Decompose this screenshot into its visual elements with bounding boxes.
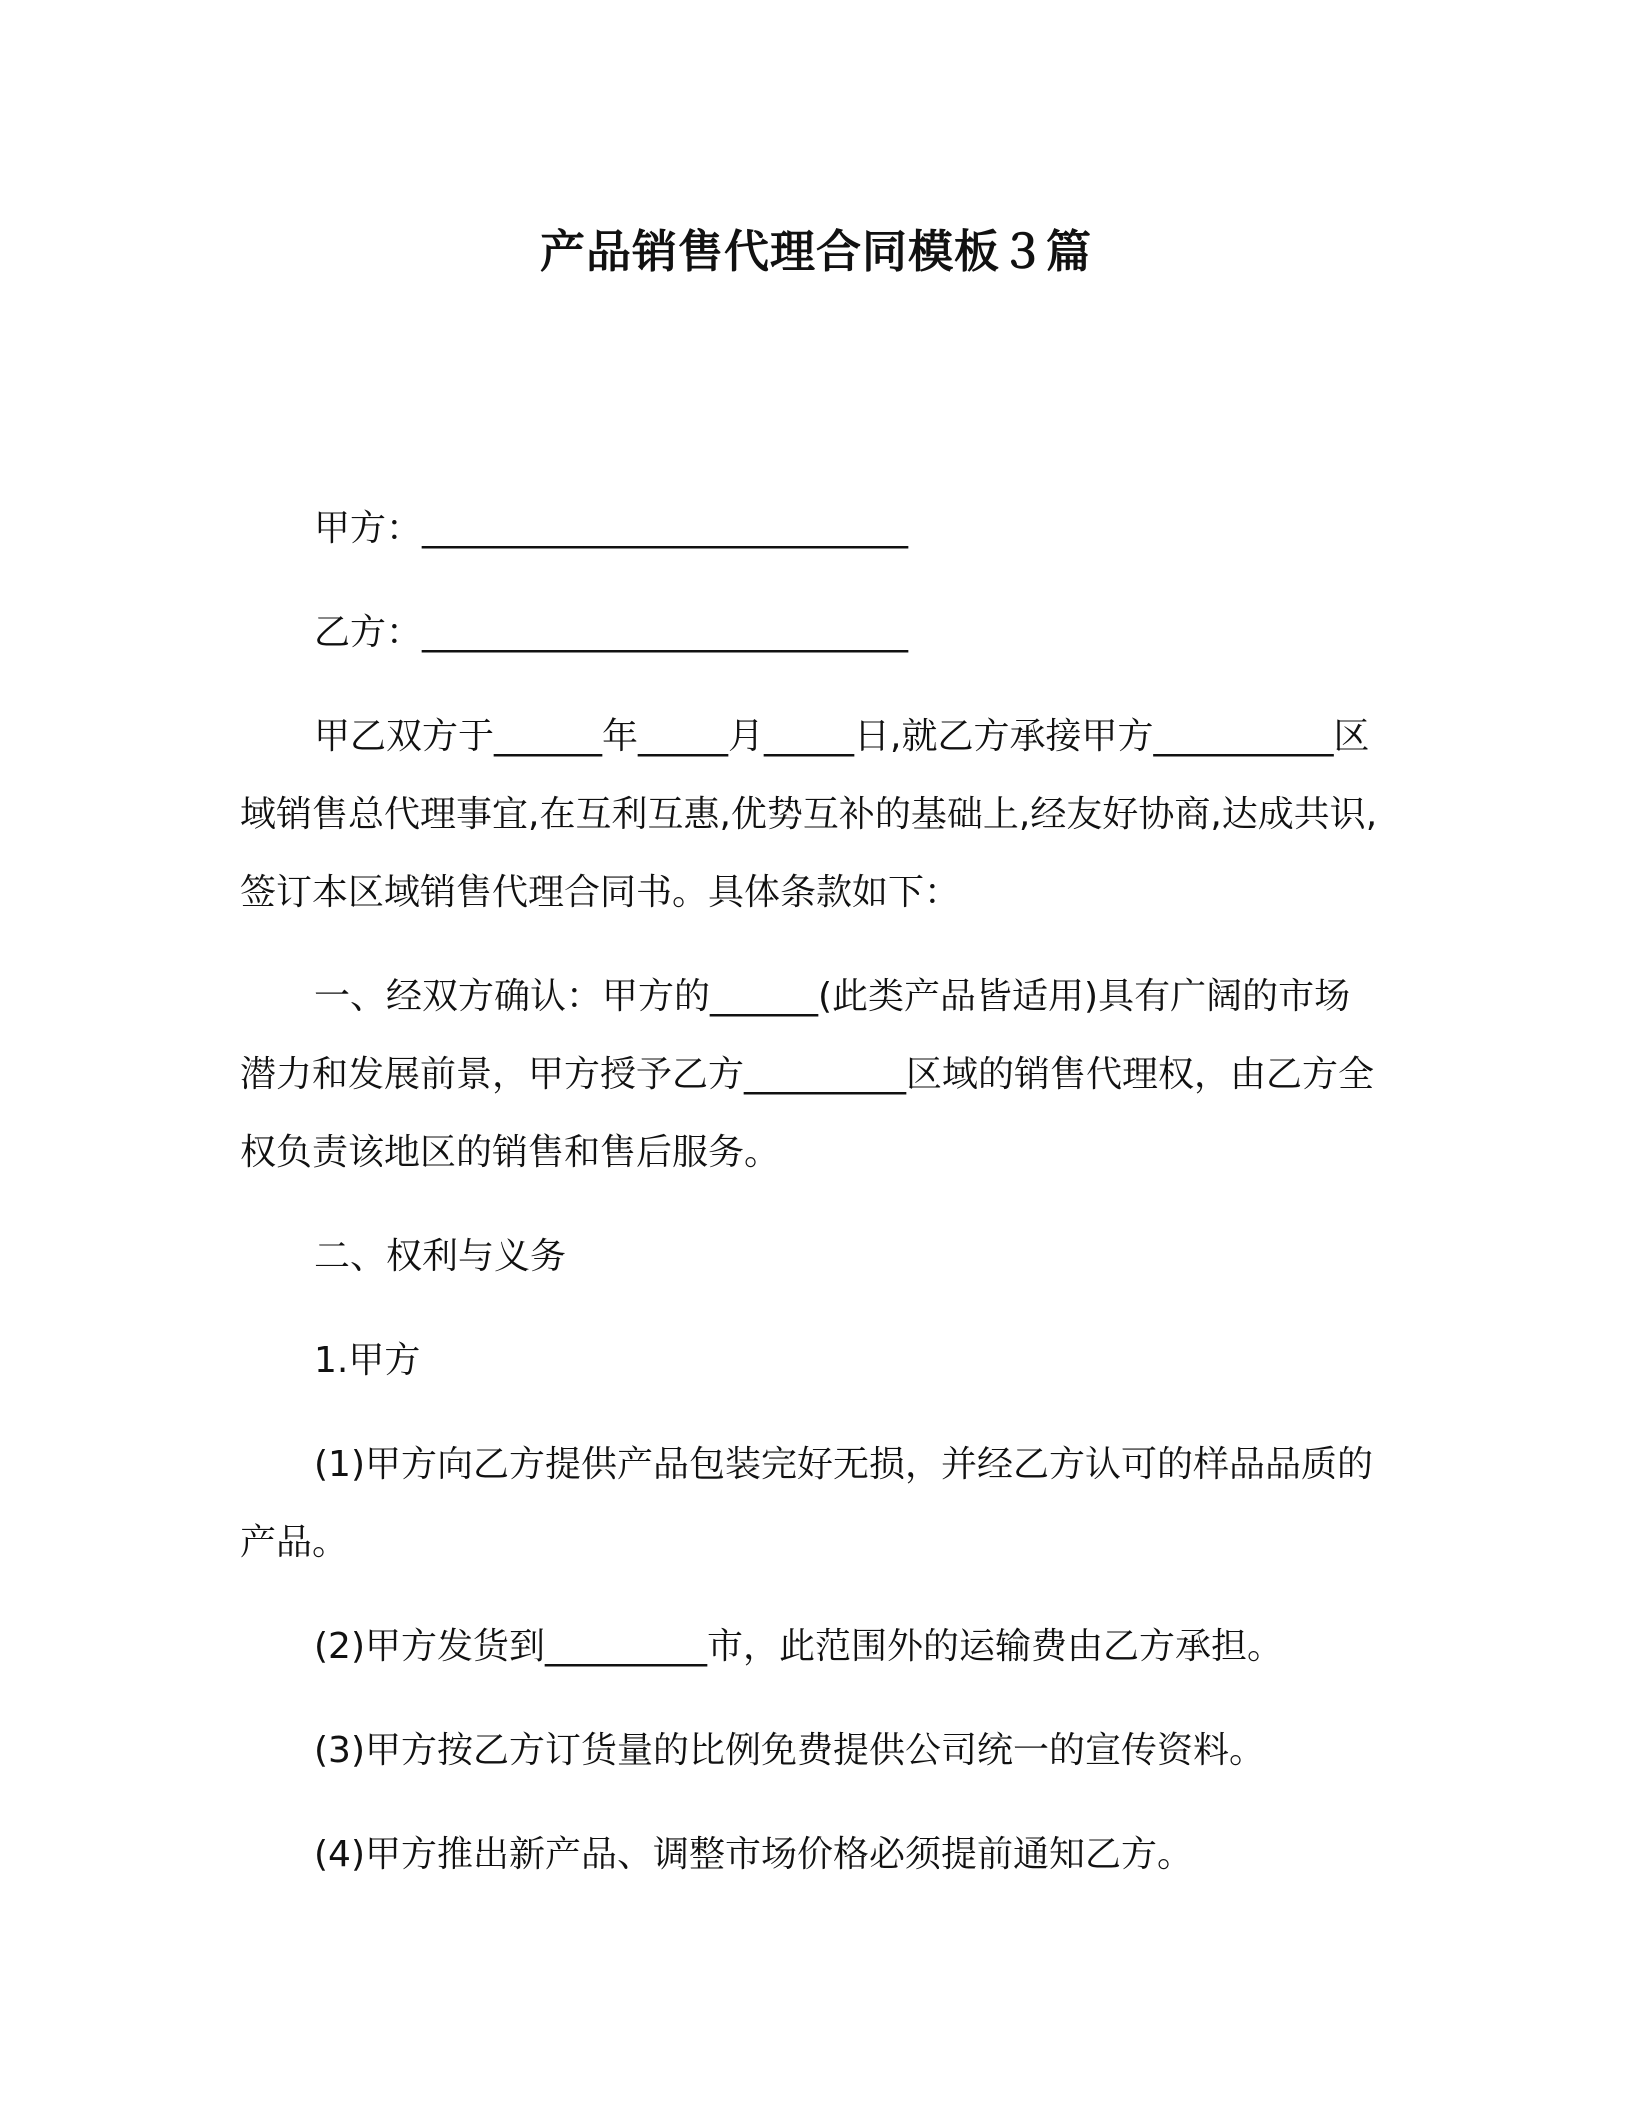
item-2: (2)甲方发货到_________市，此范围外的运输费由乙方承担。 [314,1626,1283,1667]
document-body [240,490,1380,1920]
document-title: 产品销售代理合同模板３篇 [539,225,1092,278]
party-b-line: 乙方：___________________________ [314,612,909,653]
clause-one-paragraph: 一、经双方确认：甲方的______(此类产品皆适用)具有广阔的市场潜力和发展前景，甲方授予乙方_________区域的销售代理权，由乙方全权负责该地区的销售和售后服务。 [240,976,1375,1173]
item-3: (3)甲方按乙方订货量的比例免费提供公司统一的宣传资料。 [314,1730,1265,1771]
item-4: (4)甲方推出新产品、调整市场价格必须提前通知乙方。 [314,1834,1193,1875]
section-heading-rights: 二、权利与义务 [314,1236,567,1277]
preamble-paragraph: 甲乙双方于______年_____月_____日,就乙方承接甲方__________区域销售总代理事宜,在互利互惠,优势互补的基础上,经友好协商,达成共识,签订本区域销售代理合同书。具体条款如下： [240,716,1378,913]
item-1: (1)甲方向乙方提供产品包装完好无损，并经乙方认可的样品品质的产品。 [240,1444,1373,1563]
subsection-party-a: 1.甲方 [314,1340,421,1381]
party-a-line: 甲方：___________________________ [314,508,909,549]
